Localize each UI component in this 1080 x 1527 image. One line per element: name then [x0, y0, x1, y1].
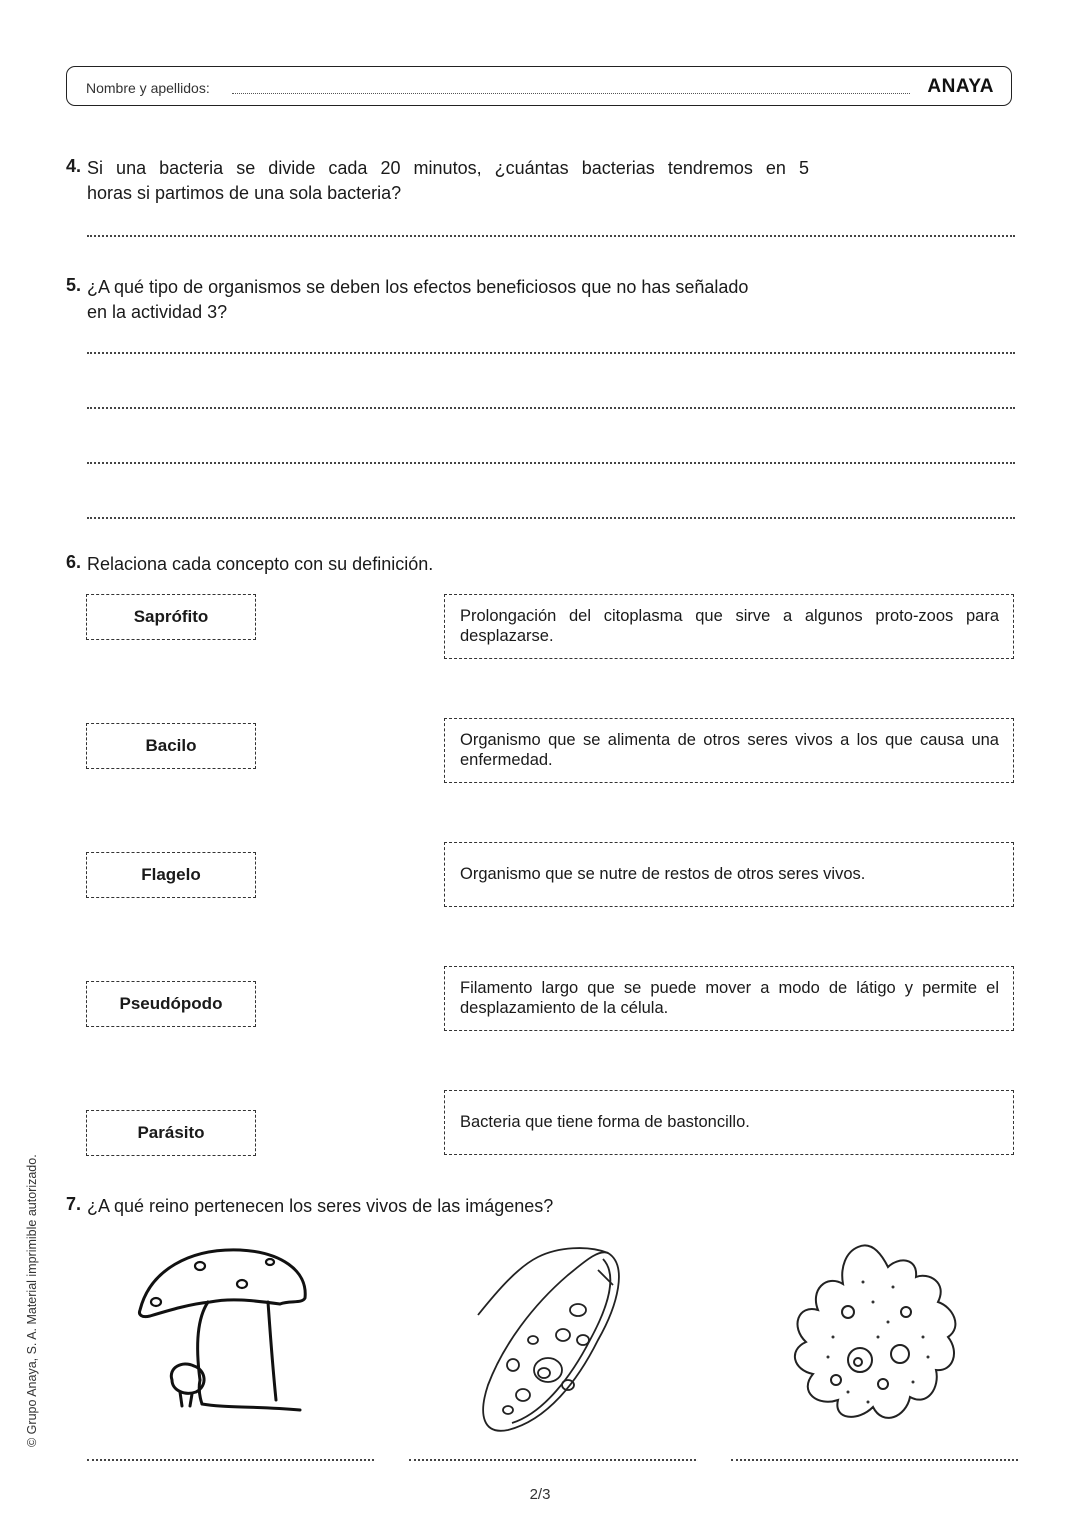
q7-answer-line-3[interactable] [731, 1459, 1018, 1461]
definition-3-text: Organismo que se nutre de restos de otros seres vivos. [460, 864, 866, 883]
definition-1[interactable] [444, 594, 1014, 659]
q4-answer-line[interactable] [87, 235, 1015, 237]
q4-line2: horas si partimos de una sola bacteria? [87, 183, 402, 203]
definition-5[interactable] [444, 1090, 1014, 1155]
definition-2[interactable] [444, 718, 1014, 783]
name-input-line[interactable] [232, 93, 910, 94]
q5-line1: ¿A qué tipo de organismos se deben los efectos beneficiosos que no has señalado [87, 277, 749, 297]
q5-number: 5. [66, 275, 82, 295]
q5-answer-line-3[interactable] [87, 462, 1015, 464]
mushroom-illustration [130, 1240, 320, 1425]
page-number: 2/3 [529, 1486, 551, 1503]
definition-1-text: Prolongación del citoplasma que sirve a algunos proto-zoos para desplazarse. [460, 607, 999, 645]
definition-5-text: Bacteria que tiene forma de bastoncillo. [460, 1112, 750, 1131]
concept-flagelo[interactable]: Flagelo [86, 852, 256, 898]
q4-text [87, 156, 809, 206]
q6-text: Relaciona cada concepto con su definición. [87, 554, 434, 574]
amoeba-illustration [788, 1242, 963, 1427]
q5-answer-line-2[interactable] [87, 407, 1015, 409]
concept-pseudopodo[interactable]: Pseudópodo [86, 981, 256, 1027]
copyright-notice: © Grupo Anaya, S. A. Material imprimible autorizado. [25, 1154, 39, 1447]
definition-4[interactable] [444, 966, 1014, 1031]
definition-4-text: Filamento largo que se puede mover a modo de látigo y permite el desplazamiento de la célula. [460, 979, 999, 1017]
q7-answer-line-2[interactable] [409, 1459, 696, 1461]
concept-saprofito[interactable]: Saprófito [86, 594, 256, 640]
q6-number: 6. [66, 552, 82, 572]
q7-answer-line-1[interactable] [87, 1459, 374, 1461]
q5-line2: en la actividad 3? [87, 302, 228, 322]
definition-3[interactable] [444, 842, 1014, 907]
q5-answer-line-4[interactable] [87, 517, 1015, 519]
name-label: Nombre y apellidos: [86, 80, 210, 96]
q7-text: ¿A qué reino pertenecen los seres vivos de las imágenes? [87, 1196, 554, 1216]
q4-number: 4. [66, 156, 82, 176]
definition-2-text: Organismo que se alimenta de otros seres vivos a los que causa una enfermedad. [460, 731, 999, 769]
q5-answer-line-1[interactable] [87, 352, 1015, 354]
q5-text [87, 275, 827, 325]
concept-parasito[interactable]: Parásito [86, 1110, 256, 1156]
q7-number: 7. [66, 1194, 82, 1214]
anaya-logo: ANAYA [927, 76, 994, 97]
q4-line1: Si una bacteria se divide cada 20 minutos, ¿cuántas bacterias tendremos en 5 [87, 158, 809, 178]
concept-bacilo[interactable]: Bacilo [86, 723, 256, 769]
paramecium-illustration [478, 1245, 633, 1435]
